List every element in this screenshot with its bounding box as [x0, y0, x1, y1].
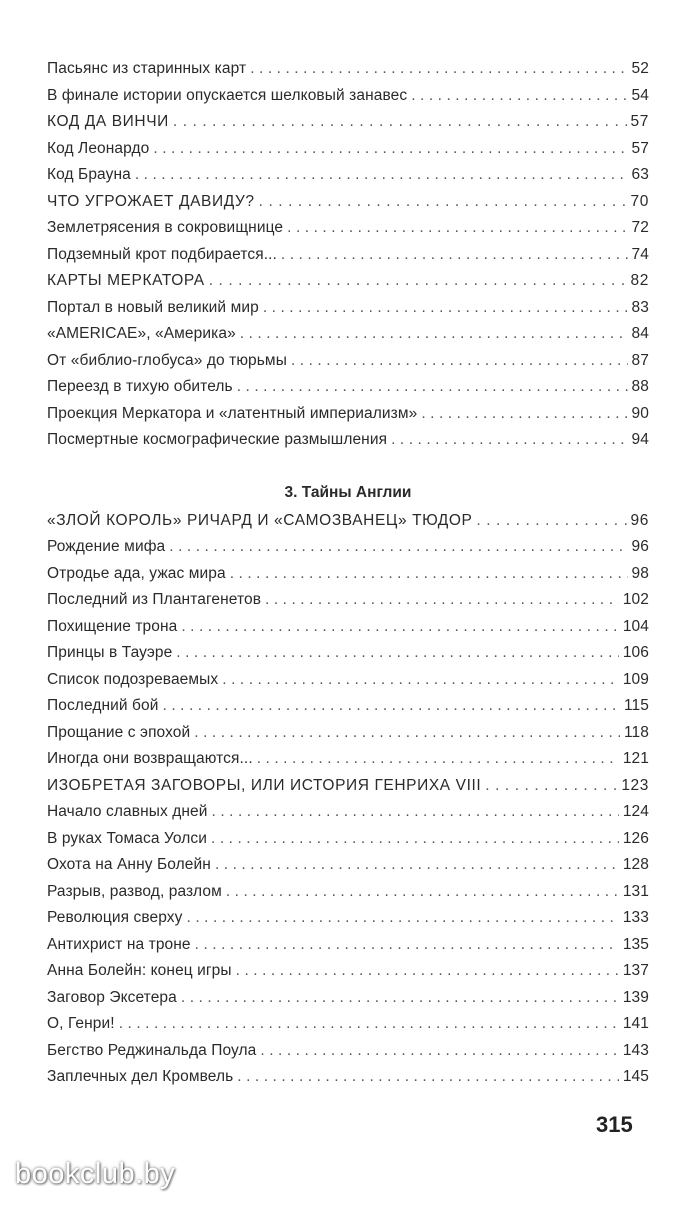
- toc-entry-page: 102: [622, 591, 649, 608]
- toc-part-2: [47, 508, 649, 1091]
- toc-entry-row: [47, 826, 649, 853]
- toc-entry-page: 84: [631, 325, 649, 342]
- toc-entry-row: [47, 348, 649, 375]
- dot-leader: [187, 905, 619, 932]
- toc-entry-title: Код Брауна: [47, 166, 131, 183]
- toc-entry-page: 70: [630, 192, 649, 210]
- dot-leader: [226, 879, 619, 906]
- dot-leader: [259, 189, 627, 216]
- toc-entry-row: [47, 985, 649, 1012]
- toc-entry-title: КОД ДА ВИНЧИ: [47, 113, 169, 130]
- toc-entry-page: 128: [622, 856, 649, 873]
- toc-entry-row: [47, 242, 649, 269]
- toc-entry-title: Посмертные космографические размышления: [47, 431, 388, 448]
- toc-entry-row: [47, 427, 649, 454]
- dot-leader: [250, 56, 627, 83]
- toc-entry-title: Заплечных дел Кромвель: [47, 1068, 234, 1085]
- dot-leader: [236, 958, 619, 985]
- toc-entry-row: [47, 136, 649, 163]
- toc-entry-page: 87: [631, 351, 649, 369]
- toc-entry-row: [47, 1011, 649, 1038]
- dot-leader: [153, 136, 627, 163]
- toc-entry-page: 123: [621, 776, 649, 794]
- toc-entry-title: ИЗОБРЕТАЯ ЗАГОВОРЫ, ИЛИ ИСТОРИЯ ГЕНРИХА VIII: [47, 776, 482, 794]
- toc-entry-page: 121: [622, 750, 649, 767]
- toc-entry-title: «ЗЛОЙ КОРОЛЬ» РИЧАРД И «САМОЗВАНЕЦ» ТЮДОР: [47, 511, 473, 529]
- toc-entry-row: [47, 401, 649, 428]
- toc-entry-title: От «библио-глобуса» до тюрьмы: [47, 351, 287, 369]
- toc-entry-page: 143: [622, 1041, 649, 1059]
- toc-entry-page: 52: [631, 60, 649, 77]
- dot-leader: [391, 427, 627, 454]
- toc-entry-page: 141: [622, 1015, 649, 1032]
- toc-entry-title: В финале истории опускается шелковый занавес: [47, 86, 408, 104]
- dot-leader: [195, 932, 619, 959]
- toc-entry-page: 96: [630, 511, 649, 529]
- dot-leader: [237, 1064, 619, 1091]
- dot-leader: [287, 215, 627, 242]
- toc-entry-title: Начало славных дней: [47, 803, 208, 820]
- toc-chapter-row: [47, 508, 649, 535]
- dot-leader: [485, 773, 617, 800]
- dot-leader: [209, 268, 627, 295]
- dot-leader: [421, 401, 627, 428]
- toc-entry-row: [47, 905, 649, 932]
- dot-leader: [194, 720, 620, 747]
- toc-entry-row: [47, 693, 649, 720]
- toc-entry-row: [47, 56, 649, 83]
- toc-entry-title: Проекция Меркатора и «латентный империализм»: [47, 404, 418, 422]
- toc-entry-title: Анна Болейн: конец игры: [47, 962, 232, 979]
- dot-leader: [135, 162, 628, 189]
- toc-entry-page: 115: [623, 697, 649, 714]
- toc-entry-page: 109: [622, 670, 649, 688]
- toc-entry-page: 126: [622, 829, 649, 847]
- page-number: 315: [596, 1112, 633, 1137]
- toc-entry-row: [47, 746, 649, 773]
- dot-leader: [263, 295, 628, 322]
- toc-entry-title: Похищение трона: [47, 617, 178, 635]
- toc-entry-title: Разрыв, развод, разлом: [47, 882, 222, 900]
- dot-leader: [176, 640, 619, 667]
- toc-entry-title: Пасьянс из старинных карт: [47, 60, 247, 77]
- dot-leader: [237, 374, 628, 401]
- toc-entry-title: О, Генри!: [47, 1015, 115, 1032]
- toc-entry-row: [47, 640, 649, 667]
- dot-leader: [257, 746, 619, 773]
- toc-entry-page: 135: [622, 935, 649, 953]
- toc-entry-title: Антихрист на троне: [47, 935, 191, 953]
- toc-entry-page: 137: [622, 962, 649, 979]
- toc-part-1: [47, 56, 649, 454]
- toc-entry-title: Заговор Эксетера: [47, 988, 177, 1006]
- toc-entry-page: 57: [631, 139, 649, 157]
- dot-leader: [265, 587, 619, 614]
- toc-entry-page: 104: [622, 617, 649, 635]
- toc-chapter-row: [47, 773, 649, 800]
- toc-entry-page: 82: [630, 272, 649, 289]
- dot-leader: [181, 985, 619, 1012]
- toc-entry-title: Портал в новый великий мир: [47, 298, 259, 316]
- section-heading: 3. Тайны Англии: [284, 483, 412, 501]
- toc-entry-title: Последний из Плантагенетов: [47, 591, 262, 608]
- toc-entry-title: Последний бой: [47, 697, 159, 714]
- dot-leader: [230, 561, 628, 588]
- toc-entry-title: Революция сверху: [47, 909, 183, 926]
- toc-entry-title: Код Леонардо: [47, 139, 150, 157]
- toc-entry-page: 124: [622, 803, 649, 820]
- toc-entry-title: Подземный крот подбирается...: [47, 245, 277, 263]
- dot-leader: [163, 693, 620, 720]
- toc-entry-page: 131: [622, 882, 649, 900]
- toc-entry-page: 133: [622, 909, 649, 926]
- dot-leader: [281, 242, 628, 269]
- dot-leader: [291, 348, 628, 375]
- toc-entry-title: ЧТО УГРОЖАЕТ ДАВИДУ?: [47, 192, 255, 210]
- toc-entry-title: Иногда они возвращаются...: [47, 750, 253, 767]
- toc-entry-title: Землетрясения в сокровищнице: [47, 219, 284, 236]
- table-of-contents: [47, 56, 649, 1091]
- toc-entry-page: 83: [631, 298, 649, 316]
- toc-chapter-row: [47, 268, 649, 295]
- toc-chapter-row: [47, 189, 649, 216]
- dot-leader: [215, 852, 619, 879]
- dot-leader: [476, 508, 626, 535]
- dot-leader: [119, 1011, 619, 1038]
- dot-leader: [211, 826, 619, 853]
- toc-entry-page: 54: [631, 86, 649, 104]
- toc-entry-page: 63: [631, 166, 649, 183]
- dot-leader: [181, 614, 618, 641]
- toc-entry-row: [47, 799, 649, 826]
- toc-entry-page: 118: [623, 723, 649, 741]
- toc-entry-row: [47, 83, 649, 110]
- dot-leader: [411, 83, 627, 110]
- toc-entry-row: [47, 852, 649, 879]
- toc-entry-title: Принцы в Тауэре: [47, 644, 173, 661]
- toc-entry-page: 57: [630, 113, 649, 130]
- toc-entry-title: Прощание с эпохой: [47, 723, 191, 741]
- dot-leader: [169, 534, 627, 561]
- toc-entry-page: 72: [631, 219, 649, 236]
- toc-entry-page: 96: [631, 538, 649, 555]
- dot-leader: [240, 321, 628, 348]
- dot-leader: [212, 799, 619, 826]
- toc-entry-row: [47, 215, 649, 242]
- toc-entry-row: [47, 534, 649, 561]
- toc-entry-title: Переезд в тихую обитель: [47, 378, 233, 395]
- toc-entry-row: [47, 720, 649, 747]
- toc-entry-title: Список подозреваемых: [47, 670, 219, 688]
- toc-entry-title: КАРТЫ МЕРКАТОРА: [47, 272, 205, 289]
- toc-entry-row: [47, 1038, 649, 1065]
- toc-entry-row: [47, 932, 649, 959]
- toc-entry-title: «AMERICAE», «Америка»: [47, 325, 236, 342]
- toc-entry-row: [47, 667, 649, 694]
- toc-entry-row: [47, 614, 649, 641]
- toc-entry-page: 90: [631, 404, 649, 422]
- toc-entry-title: Отродье ада, ужас мира: [47, 564, 226, 582]
- toc-entry-row: [47, 587, 649, 614]
- toc-entry-row: [47, 374, 649, 401]
- toc-entry-title: Бегство Реджинальда Поула: [47, 1041, 257, 1059]
- dot-leader: [173, 109, 627, 136]
- toc-entry-row: [47, 295, 649, 322]
- toc-entry-row: [47, 879, 649, 906]
- toc-entry-page: 106: [622, 644, 649, 661]
- toc-entry-row: [47, 321, 649, 348]
- toc-entry-row: [47, 162, 649, 189]
- toc-entry-page: 74: [631, 245, 649, 263]
- toc-entry-title: Рождение мифа: [47, 538, 166, 555]
- toc-entry-row: [47, 1064, 649, 1091]
- toc-entry-row: [47, 958, 649, 985]
- toc-entry-page: 88: [631, 378, 649, 395]
- toc-entry-page: 98: [631, 564, 649, 582]
- toc-entry-title: В руках Томаса Уолси: [47, 829, 208, 847]
- toc-entry-row: [47, 561, 649, 588]
- toc-chapter-row: [47, 109, 649, 136]
- toc-entry-page: 145: [622, 1068, 649, 1085]
- toc-entry-page: 139: [622, 988, 649, 1006]
- toc-entry-page: 94: [631, 431, 649, 448]
- dot-leader: [222, 667, 619, 694]
- dot-leader: [260, 1038, 618, 1065]
- toc-entry-title: Охота на Анну Болейн: [47, 856, 211, 873]
- watermark-logo: bookclub.by: [15, 1158, 176, 1190]
